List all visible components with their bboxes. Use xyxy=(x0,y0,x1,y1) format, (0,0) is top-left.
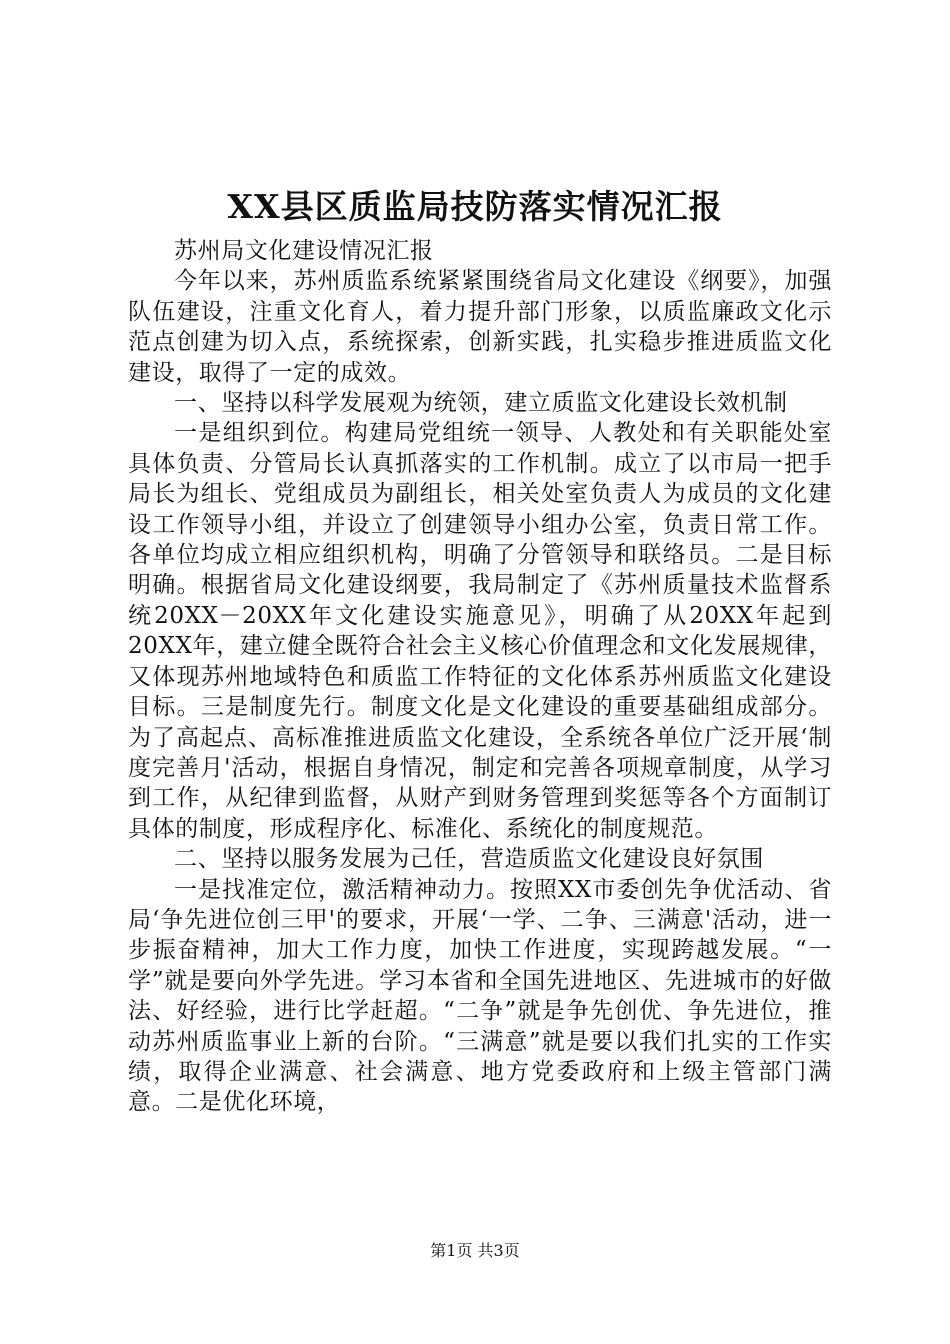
paragraph-subtitle: 苏州局文化建设情况汇报 xyxy=(174,238,434,264)
document-body xyxy=(128,236,832,1118)
paragraph-section-2: 一是找准定位，激活精神动力。按照XX市委创先争优活动、省局‘争先进位创三甲'的要求，开展‘一学、二争、三满意'活动，进一步振奋精神，加大工作力度，加快工作进度，实现跨越发展。“一学”就是要向外学先进。学习本省和全国先进地区、先进城市的好做法、好经验，进行比学赶超。“二争”就是争先创优、争先进位，推动苏州质监事业上新的台阶。“三满意”就是要以我们扎实的工作实绩，取得企业满意、社会满意、地方党委政府和上级主管部门满意。二是优化环境， xyxy=(128,876,832,1116)
section-heading-1: 一、坚持以科学发展观为统领，建立质监文化建设长效机制 xyxy=(174,390,788,417)
document-title: XX县区质监局技防落实情况汇报 xyxy=(227,187,723,226)
paragraph-section-1: 一是组织到位。构建局党组统一领导、人教处和有关职能处室具体负责、分管局长认真抓落实的工作机制。成立了以市局一把手局长为组长、党组成员为副组长，相关处室负责人为成员的文化建设工作领导小组，并设立了创建领导小组办公室，负责日常工作。各单位均成立相应组织机构，明确了分管领导和联络员。二是目标明确。根据省局文化建设纲要，我局制定了《苏州质量技术监督系统20XX－20XX年文化建设实施意见》，明确了从20XX年起到20XX年，建立健全既符合社会主义核心价值理念和文化发展规律，又体现苏州地域特色和质监工作特征的文化体系苏州质监文化建设目标。三是制度先行。制度文化是文化建设的重要基础组成部分。为了高起点、高标准推进质监文化建设，全系统各单位广泛开展‘制度完善月'活动，根据自身情况，制定和完善各项规章制度，从学习到工作，从纪律到监督，从财产到财务管理到奖惩等各个方面制订具体的制度，形成程序化、标准化、系统化的制度规范。 xyxy=(128,420,832,842)
page-number-footer: 第1页 共3页 xyxy=(430,1241,520,1260)
section-heading-2: 二、坚持以服务发展为己任，营造质监文化建设良好氛围 xyxy=(174,846,764,873)
paragraph-intro: 今年以来，苏州质监系统紧紧围绕省局文化建设《纲要》，加强队伍建设，注重文化育人，着力提升部门形象，以质监廉政文化示范点创建为切入点，系统探索，创新实践，扎实稳步推进质监文化建设，取得了一定的成效。 xyxy=(128,268,832,386)
